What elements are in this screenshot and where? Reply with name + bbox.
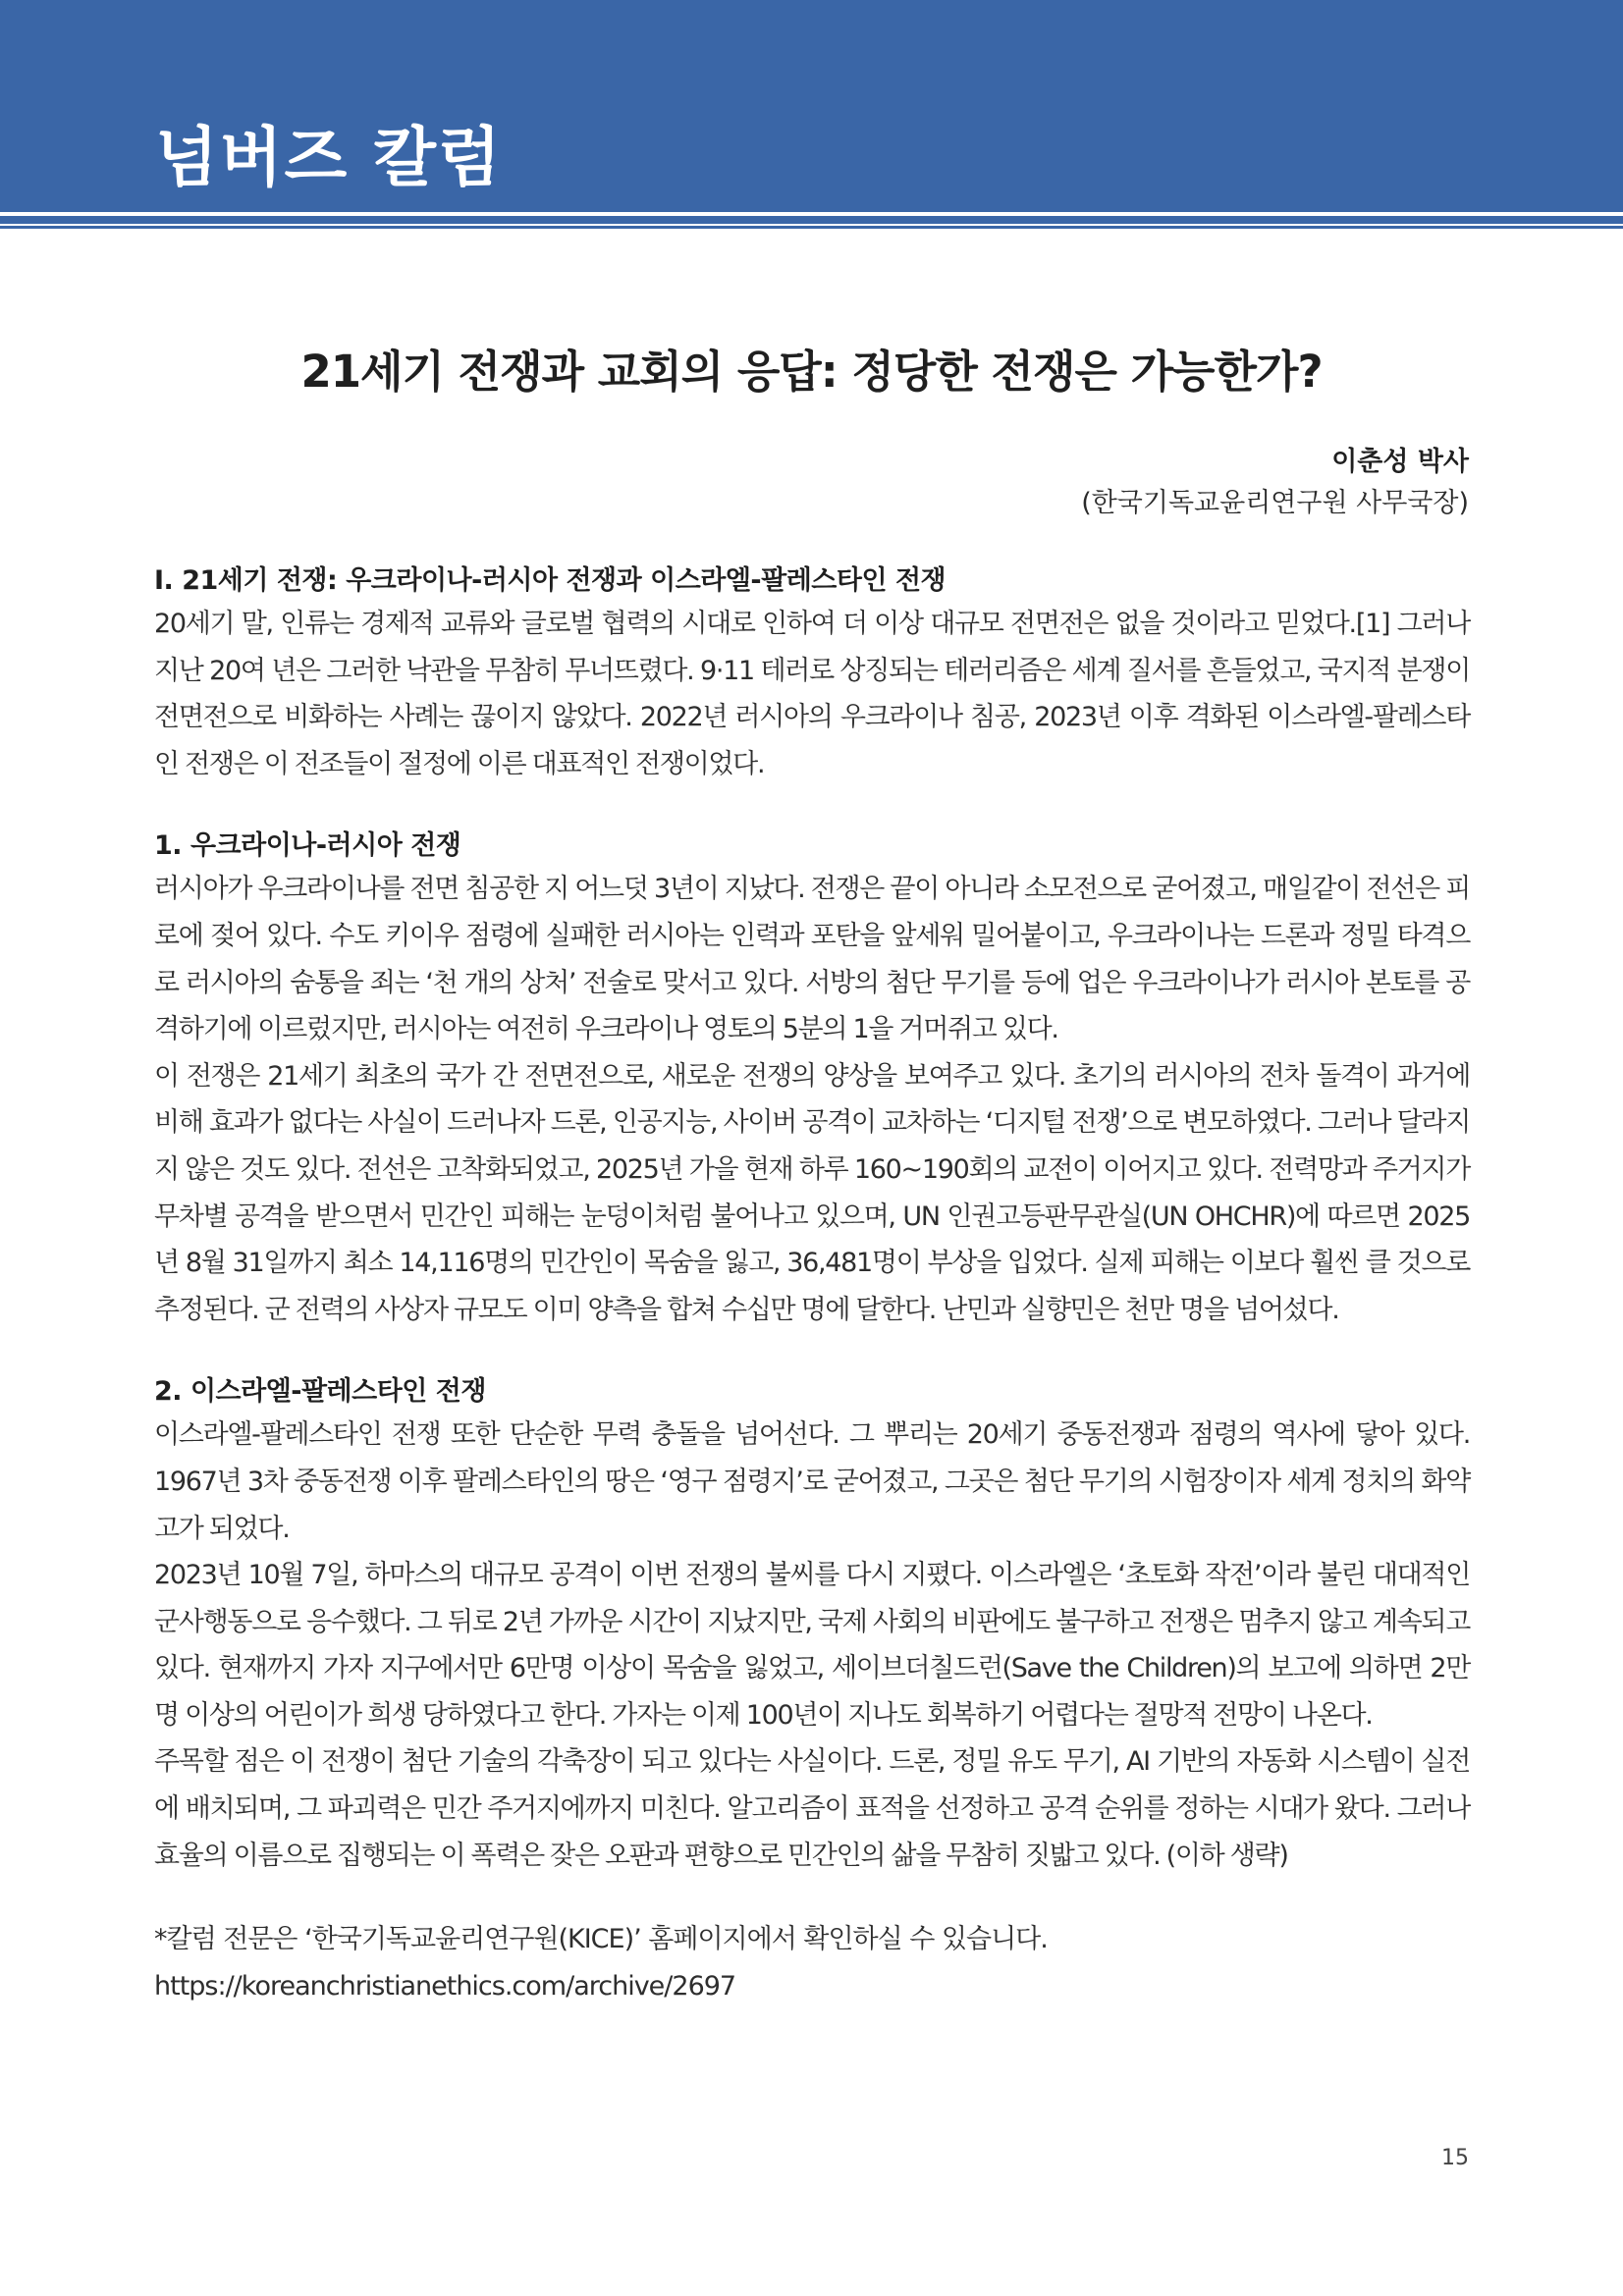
paragraph: 주목할 점은 이 전쟁이 첨단 기술의 각축장이 되고 있다는 사실이다. 드론, 정밀 유도 무기, AI 기반의 자동화 시스템이 실전에 배치되며, 그 파괴력은 민간 주거지에까지 미친다. 알고리즘이 표적을 선정하고 공격 순위를 정하는 시대가 왔다. 그러나 효율의 이름으로 집행되는 이 폭력은 잦은 오판과 편향으로 민간인의 삶을 무참히 짓밟고 있다. (이하 생략) — [154, 1746, 1470, 1871]
archive-link[interactable]: https://koreanchristianethics.com/archive/2697 — [154, 1971, 736, 2002]
author-name: 이춘성 박사 — [1331, 447, 1469, 477]
paragraph: 20세기 말, 인류는 경제적 교류와 글로벌 협력의 시대로 인하여 더 이상 대규모 전면전은 없을 것이라고 믿었다.[1] 그러나 지난 20여 년은 그러한 낙관을 무참히 무너뜨렸다. 9·11 테러로 상징되는 테러리즘은 세계 질서를 흔들었고, 국지적 분쟁이 전면전으로 비화하는 사례는 끊이지 않았다. 2022년 러시아의 우크라이나 침공, 2023년 이후 격화된 이스라엘-팔레스타인 전쟁은 이 전조들이 절정에 이른 대표적인 전쟁이었다. — [154, 609, 1470, 779]
paragraph: 이 전쟁은 21세기 최초의 국가 간 전면전으로, 새로운 전쟁의 양상을 보여주고 있다. 초기의 러시아의 전차 돌격이 과거에 비해 효과가 없다는 사실이 드러나자 드론, 인공지능, 사이버 공격이 교차하는 ‘디지털 전쟁’으로 변모하였다. 그러나 달라지지 않은 것도 있다. 전선은 고착화되었고, 2025년 가을 현재 하루 160~190회의 교전이 이어지고 있다. 전력망과 주거지가 무차별 공격을 받으면서 민간인 피해는 눈덩이처럼 불어나고 있으며, UN 인권고등판무관실(UN OHCHR)에 따르면 2025년 8월 31일까지 최소 14,116명의 민간인이 목숨을 잃고, 36,481명이 부상을 입었다. 실제 피해는 이보다 훨씬 클 것으로 추정된다. 군 전력의 사상자 규모도 이미 양측을 합쳐 수십만 명에 달한다. 난민과 실향민은 천만 명을 넘어섰다. — [154, 1060, 1470, 1325]
section-heading-3: 2. 이스라엘-팔레스타인 전쟁 — [154, 1376, 486, 1408]
section-heading-2: 1. 우크라이나-러시아 전쟁 — [154, 830, 461, 862]
page-number: 15 — [1441, 2146, 1469, 2170]
header-rule-thin — [0, 226, 1623, 229]
paragraph: 러시아가 우크라이나를 전면 침공한 지 어느덧 3년이 지났다. 전쟁은 끝이 아니라 소모전으로 굳어졌고, 매일같이 전선은 피로에 젖어 있다. 수도 키이우 점령에 실패한 러시아는 인력과 포탄을 앞세워 밀어붙이고, 우크라이나는 드론과 정밀 타격으로 러시아의 숨통을 죄는 ‘천 개의 상처’ 전술로 맞서고 있다. 서방의 첨단 무기를 등에 업은 우크라이나가 러시아 본토를 공격하기에 이르렀지만, 러시아는 여전히 우크라이나 영토의 5분의 1을 거머쥐고 있다. — [154, 874, 1470, 1045]
section-gap — [154, 1333, 1470, 1372]
header-rule — [0, 216, 1623, 224]
footnote-block — [154, 1916, 1470, 2010]
column-title: 넘버즈 칼럼 — [155, 120, 503, 195]
section-gap — [154, 787, 1470, 827]
paragraph: 2023년 10월 7일, 하마스의 대규모 공격이 이번 전쟁의 불씨를 다시 지폈다. 이스라엘은 ‘초토화 작전’이라 불린 대대적인 군사행동으로 응수했다. 그 뒤로 2년 가까운 시간이 지났지만, 국제 사회의 비판에도 불구하고 전쟁은 멈추지 않고 계속되고 있다. 현재까지 가자 지구에서만 6만명 이상이 목숨을 잃었고, 세이브더칠드런(Save the Children)의 보고에 의하면 2만명 이상의 어린이가 희생 당하였다고 한다. 가자는 이제 100년이 지나도 회복하기 어렵다는 절망적 전망이 나온다. — [154, 1560, 1470, 1731]
section-heading-1: Ⅰ. 21세기 전쟁: 우크라이나-러시아 전쟁과 이스라엘-팔레스타인 전쟁 — [154, 565, 947, 596]
footnote-text: *칼럼 전문은 ‘한국기독교윤리연구원(KICE)’ 홈페이지에서 확인하실 수 있습니다. — [154, 1924, 1048, 1955]
article-title: 21세기 전쟁과 교회의 응답: 정당한 전쟁은 가능한가? — [300, 346, 1323, 399]
article-body — [154, 561, 1470, 2010]
paragraph: 이스라엘-팔레스타인 전쟁 또한 단순한 무력 충돌을 넘어선다. 그 뿌리는 20세기 중동전쟁과 점령의 역사에 닿아 있다. 1967년 3차 중동전쟁 이후 팔레스타인의 땅은 ‘영구 점령지’로 굳어졌고, 그곳은 첨단 무기의 시험장이자 세계 정치의 화약고가 되었다. — [154, 1419, 1470, 1544]
author-affiliation: (한국기독교윤리연구원 사무국장) — [1081, 488, 1469, 518]
